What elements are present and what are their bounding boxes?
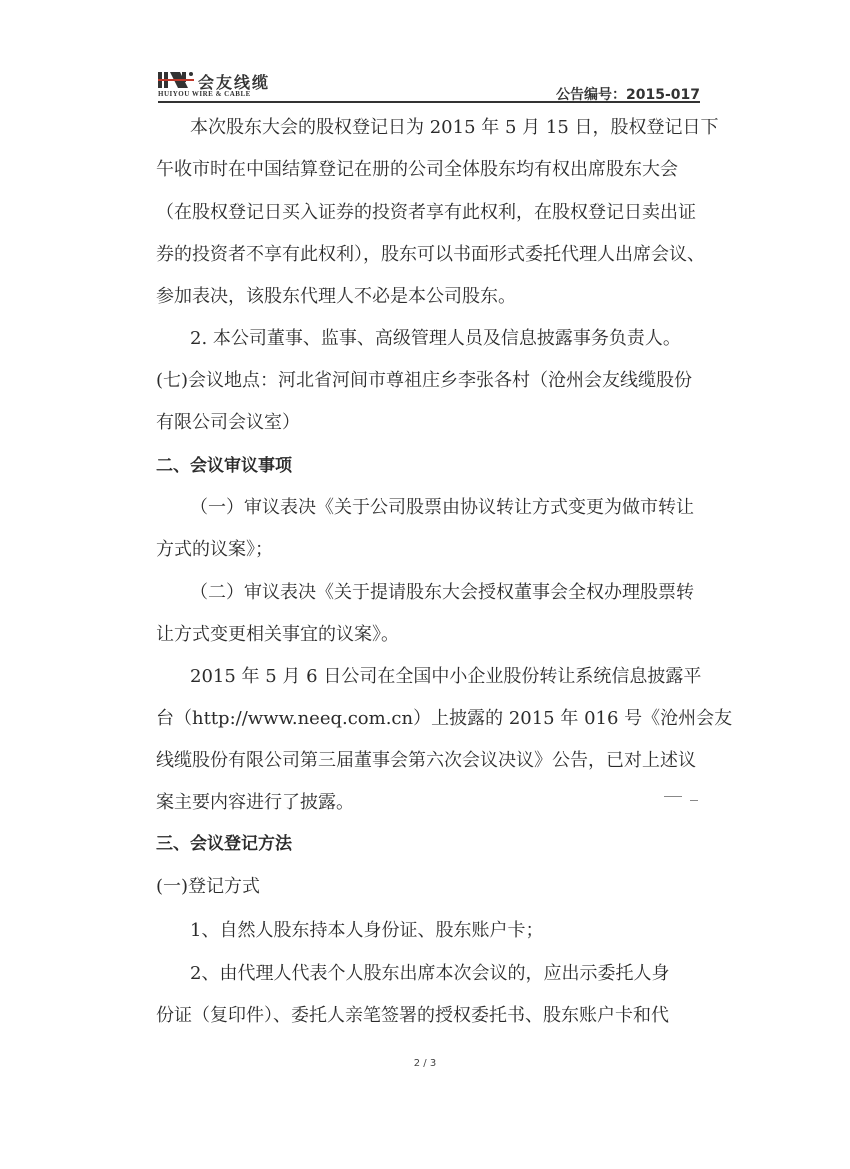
paragraph-line: 台（http://www.neeq.com.cn）上披露的 2015 年 016 号《沧州会友 [156,708,733,729]
paragraph-line: (七)会议地点：河北省河间市尊祖庄乡李张各村（沧州会友线缆股份 [156,370,693,391]
paragraph-line: 2、由代理人代表个人股东出席本次会议的，应出示委托人身 [190,963,670,984]
paragraph-line: 2015 年 5 月 6 日公司在全国中小企业股份转让系统信息披露平 [190,666,702,687]
logo-english-name: HUIYOU WIRE & CABLE [158,90,251,98]
subsection-heading: (一)登记方式 [156,876,261,897]
header-divider [158,101,700,103]
paragraph-line: 1、自然人股东持本人身份证、股东账户卡； [190,920,544,941]
paragraph-line: 本次股东大会的股权登记日为 2015 年 5 月 15 日，股权登记日下 [190,117,719,138]
paragraph-line: 方式的议案》； [156,539,273,560]
paragraph-line: 券的投资者不享有此权利），股东可以书面形式委托代理人出席会议、 [156,244,705,265]
paragraph-line: 午收市时在中国结算登记在册的公司全体股东均有权出席股东大会 [156,159,678,180]
section-heading: 二、会议审议事项 [156,456,292,476]
paragraph-line: 2. 本公司董事、监事、高级管理人员及信息披露事务负责人。 [190,328,681,349]
paragraph-line: （在股权登记日买入证券的投资者享有此权利，在股权登记日卖出证 [156,202,696,223]
paragraph-line: 份证（复印件）、委托人亲笔签署的授权委托书、股东账户卡和代 [156,1005,669,1026]
notice-number: 公告编号：2015-017 [556,87,700,103]
paragraph-line: （二）审议表决《关于提请股东大会授权董事会全权办理股票转 [190,582,694,603]
paragraph-line: 让方式变更相关事宜的议案》。 [156,624,399,645]
scan-mark [664,796,682,797]
paragraph-line: 参加表决，该股东代理人不必是本公司股东。 [156,286,516,307]
huiyou-logo-icon [158,70,194,90]
logo-chinese-name: 会友线缆 [198,73,271,92]
paragraph-line: 有限公司会议室） [156,412,300,433]
paragraph-line: 线缆股份有限公司第三届董事会第六次会议决议》公告，已对上述议 [156,750,696,771]
paragraph-line: 案主要内容进行了披露。 [156,792,354,813]
section-heading: 三、会议登记方法 [156,834,292,854]
page-number: 2 / 3 [413,1058,437,1069]
letterhead [158,70,700,102]
company-logo [158,70,308,100]
scan-mark [690,800,698,801]
paragraph-line: （一）审议表决《关于公司股票由协议转让方式变更为做市转让 [190,497,694,518]
